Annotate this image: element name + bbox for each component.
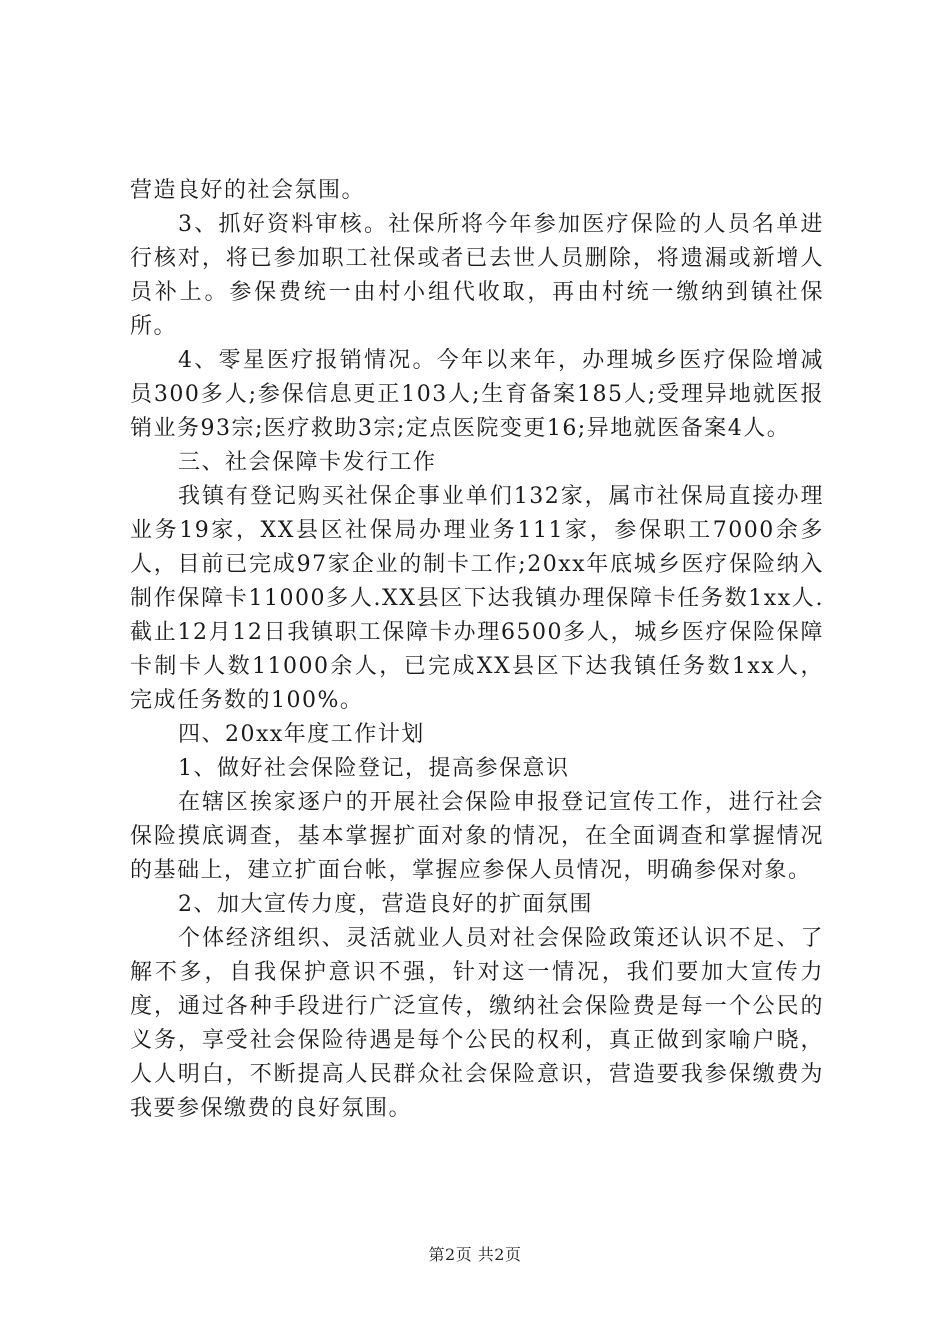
paragraph-8: 在辖区挨家逐户的开展社会保险申报登记宣传工作，进行社会保险摸底调查，基本掌握扩面对象的情况，在全面调查和掌握情况的基础上，建立扩面台帐，掌握应参保人员情况，明确参保对象。: [130, 790, 824, 883]
section-heading-3: 三、社会保障卡发行工作: [178, 450, 437, 475]
page-footer: [0, 1244, 950, 1266]
subheading-2: 2、加大宣传力度，营造良好的扩面氛围: [178, 892, 593, 917]
subheading-1: 1、做好社会保险登记，提高参保意识: [178, 756, 570, 781]
paragraph-1: 营造良好的社会氛围。: [130, 178, 366, 203]
section-heading-4: 四、20xx年度工作计划: [178, 722, 425, 747]
paragraph-3: 4、零星医疗报销情况。今年以来年，办理城乡医疗保险增减员300多人;参保信息更正103人;生育备案185人;受理异地就医报销业务93宗;医疗救助3宗;定点医院变更16;异地就医备案4人。: [130, 348, 824, 441]
paragraph-10: 个体经济组织、灵活就业人员对社会保险政策还认识不足、了解不多，自我保护意识不强，针对这一情况，我们要加大宣传力度，通过各种手段进行广泛宣传，缴纳社会保险费是每一个公民的义务，享受社会保险待遇是每个公民的权利，真正做到家喻户晓，人人明白，不断提高人民群众社会保险意识，营造要我参保缴费为我要参保缴费的良好氛围。: [130, 926, 824, 1121]
paragraph-5: 我镇有登记购买社保企事业单们132家，属市社保局直接办理业务19家，XX县区社保局办理业务111家，参保职工7000余多人，目前已完成97家企业的制卡工作;20xx年底城乡医疗保险纳入制作保障卡11000多人.XX县区下达我镇办理保障卡任务数1xx人.截止12月12日我镇职工保障卡办理6500多人，城乡医疗保险保障卡制卡人数11000余人，已完成XX县区下达我镇任务数1xx人，完成任务数的100%。: [130, 484, 824, 713]
paragraph-2: 3、抓好资料审核。社保所将今年参加医疗保险的人员名单进行核对，将已参加职工社保或者已去世人员删除，将遗漏或新增人员补上。参保费统一由村小组代收取，再由村统一缴纳到镇社保所。: [130, 212, 824, 339]
document-body: [130, 174, 824, 1126]
page-number-label: 第2页 共2页: [428, 1245, 522, 1264]
